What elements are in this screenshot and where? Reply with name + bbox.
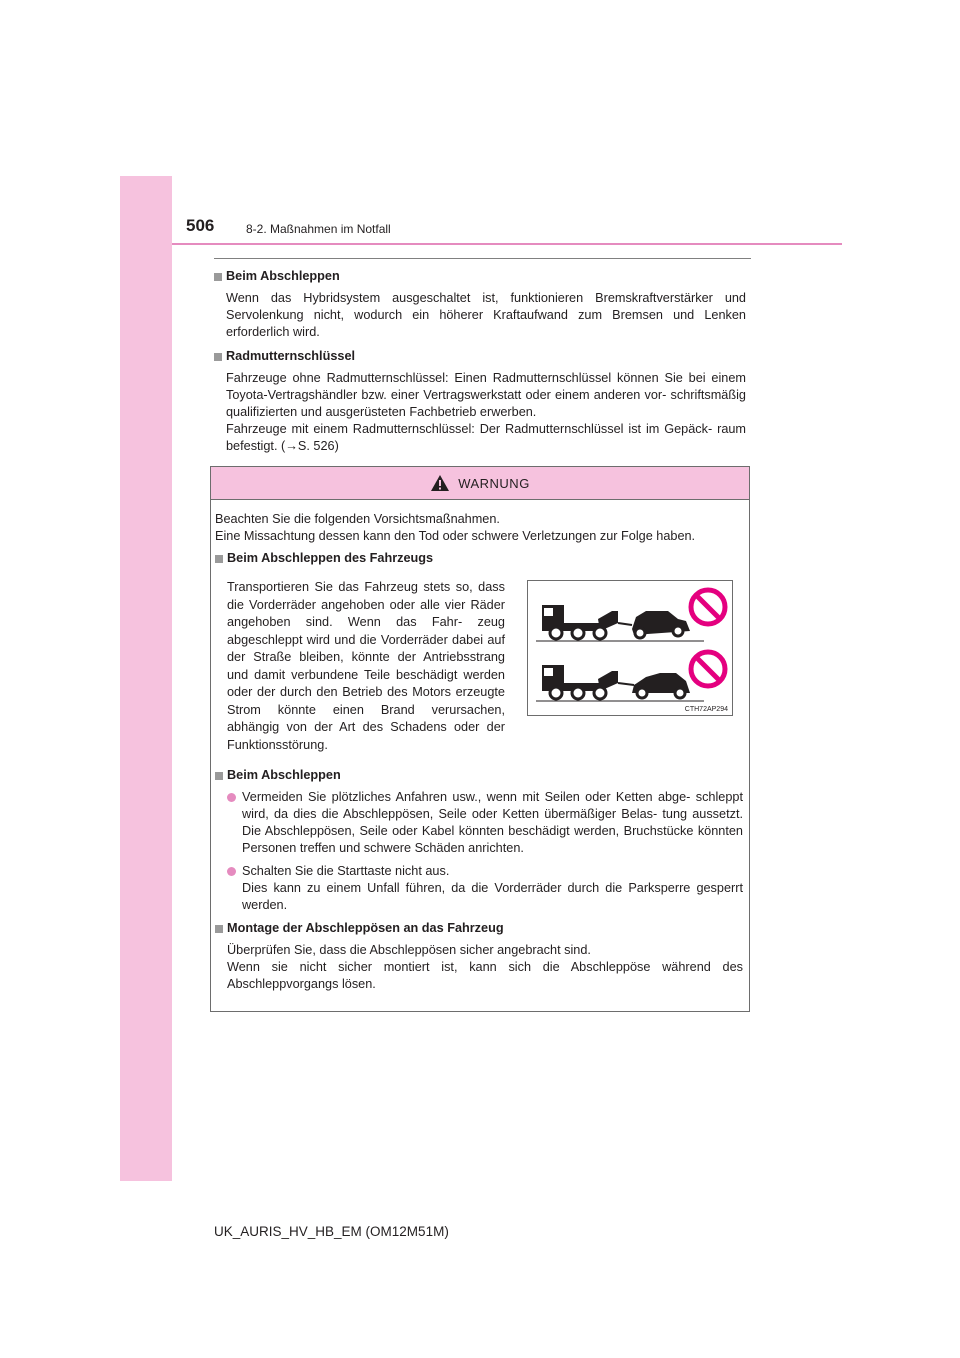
warning-heading: WARNUNG <box>458 475 530 491</box>
towing-diagram-icon <box>528 581 732 715</box>
bullet-dot-icon <box>227 867 236 876</box>
section-body-line: Überprüfen Sie, dass die Abschleppösen sicher angebracht sind. <box>227 943 591 957</box>
square-bullet-icon <box>215 925 223 933</box>
warning-towing-section <box>215 767 743 993</box>
bullet-item: Schalten Sie die Starttaste nicht aus. Dies kann zu einem Unfall führen, da die Vorderräder durch die Parksperre gesperrt werden. <box>227 863 743 914</box>
square-bullet-icon <box>215 772 223 780</box>
square-bullet-icon <box>215 555 223 563</box>
warning-intro-line: Eine Missachtung dessen kann den Tod oder schwere Verletzungen zur Folge haben. <box>215 529 696 543</box>
warning-box <box>210 466 750 1012</box>
subsection-title: Beim Abschleppen <box>215 767 743 784</box>
chapter-sidebar-tab <box>120 176 172 1181</box>
header-rule <box>172 243 842 245</box>
section-body-line: Fahrzeuge ohne Radmutternschlüssel: Einen Radmutternschlüssel können Sie bei einem Toyota-Vertragshändler bzw. einer Vertragswerkstatt oder einem anderen vor- schriftsmäßig qualifizierten und ausgerüsteten Fachbetrieb erwerben. <box>226 371 746 419</box>
section-title: Radmutternschlüssel <box>214 348 746 365</box>
warning-intro-line: Beachten Sie die folgenden Vorsichtsmaßnahmen. <box>215 512 500 526</box>
warning-intro <box>215 511 743 567</box>
section-towing-info <box>214 268 746 341</box>
figure-code: CTH72AP294 <box>684 706 728 713</box>
section-body: Wenn das Hybridsystem ausgeschaltet ist, funktionieren Bremskraftverstärker und Servolenkung nicht, wodurch ein höherer Kraftaufwand zum Bremsen und Lenken erforderlich wird. <box>226 291 746 339</box>
page-number: 506 <box>186 216 215 235</box>
subsection-title: Beim Abschleppen des Fahrzeugs <box>215 550 743 567</box>
warning-triangle-icon <box>430 474 450 492</box>
document-footer: UK_AURIS_HV_HB_EM (OM12M51M) <box>214 1224 449 1239</box>
subsection-title: Montage der Abschleppösen an das Fahrzeug <box>215 920 743 937</box>
section-title: Beim Abschleppen <box>214 268 746 285</box>
square-bullet-icon <box>214 353 222 361</box>
bullet-dot-icon <box>227 793 236 802</box>
bullet-item: Vermeiden Sie plötzliches Anfahren usw., wenn mit Seilen oder Ketten abge- schleppt wird, da dies die Abschleppösen, Seile oder Ketten übermäßiger Belas- tung aussetzt. Die Abschleppösen, Seile oder Kabel könnten beschädigt werden, Bruchstücke könnten Personen treffen und schwere Schäden anrichten. <box>227 789 743 857</box>
section-body-line: Wenn sie nicht sicher montiert ist, kann sich die Abschleppöse während des Abschleppvorgangs lösen. <box>227 960 743 991</box>
warning-header <box>211 467 749 500</box>
chapter-title: 8-2. Maßnahmen im Notfall <box>246 222 391 236</box>
towing-illustration <box>527 580 733 716</box>
content-rule <box>214 258 751 259</box>
section-body-line: Fahrzeuge mit einem Radmutternschlüssel: Der Radmutternschlüssel ist im Gepäck- raum befestigt. (→S. 526) <box>226 422 746 453</box>
towing-instruction-text: Transportieren Sie das Fahrzeug stets so, dass die Vorderräder angehoben oder alle vier Räder angehoben sind. Wenn das Fahr- zeug abgeschleppt wird und die Vorderräder dabei auf der Straße bleiben, könnte der Antriebsstrang und damit verbundene Teile beschädigt werden oder der durch den Betrieb des Motors erzeugte Strom könnte einen Brand verursachen, abhängig von der Art des Schadens oder der Funktionsstörung. <box>227 580 505 752</box>
square-bullet-icon <box>214 273 222 281</box>
section-wheel-nut-wrench <box>214 348 746 455</box>
